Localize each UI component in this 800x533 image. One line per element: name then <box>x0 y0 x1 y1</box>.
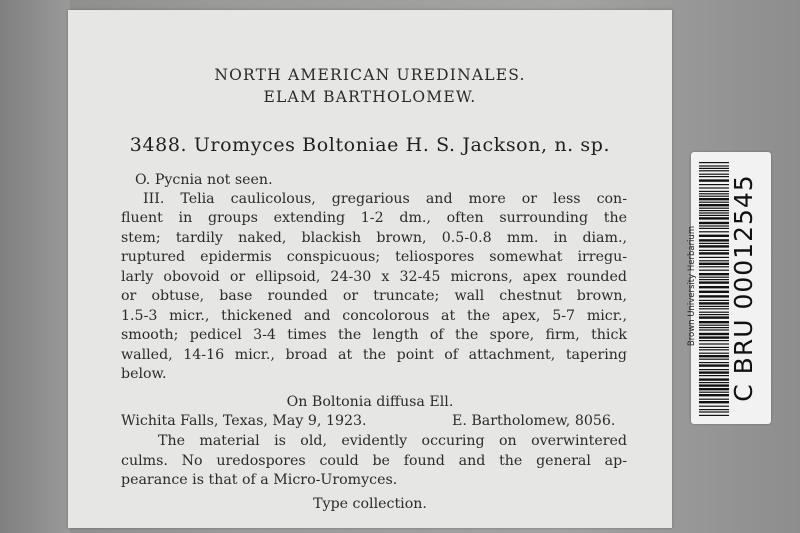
herbarium-sheet-edge <box>0 0 70 533</box>
type-collection: Type collection. <box>313 496 427 512</box>
collector-number: E. Bartholomew, 8056. <box>452 413 616 429</box>
description-line: walled, 14-16 micr., broad at the point of attachment, tapering <box>121 347 627 363</box>
institution-name: Brown University Herbarium <box>687 225 697 347</box>
barcode-number: C BRU 00012545 <box>729 174 758 402</box>
description-line: smooth; pedicel 3-4 times the length of the spore, firm, thick <box>121 327 627 343</box>
note-line: culms. No uredospores could be found and the general ap- <box>121 453 627 469</box>
collector-header: ELAM BARTHOLOMEW. <box>263 88 477 106</box>
description-line: below. <box>121 366 167 382</box>
description-line: O. Pycnia not seen. <box>135 172 273 188</box>
locality-date: Wichita Falls, Texas, May 9, 1923. <box>121 413 367 429</box>
barcode-bars <box>699 158 729 418</box>
species-title: 3488. Uromyces Boltoniae H. S. Jackson, n. sp. <box>129 134 611 156</box>
description-line: ruptured epidermis conspicuous; teliospores somewhat irregu- <box>121 249 627 265</box>
description-line: larly obovoid or ellipsoid, 24-30 x 32-45 microns, apex rounded <box>121 269 627 285</box>
series-title: NORTH AMERICAN UREDINALES. <box>214 66 526 84</box>
description-line: 1.5-3 micr., thickened and concolorous at the apex, 5-7 micr., <box>121 308 627 324</box>
description-line: stem; tardily naked, blackish brown, 0.5-0.8 mm. in diam., <box>121 230 627 246</box>
note-line: pearance is that of a Micro-Uromyces. <box>121 472 398 488</box>
note-line: The material is old, evidently occuring on overwintered <box>158 433 627 449</box>
barcode-label <box>687 152 771 424</box>
specimen-label <box>68 10 672 528</box>
description-line: fluent in groups extending 1-2 dm., often surrounding the <box>121 210 627 226</box>
description-line: III. Telia caulicolous, gregarious and more or less con- <box>143 191 627 207</box>
host-plant: On Boltonia diffusa Ell. <box>286 394 454 410</box>
description-line: or obtuse, base rounded or truncate; wall chestnut brown, <box>121 288 627 304</box>
